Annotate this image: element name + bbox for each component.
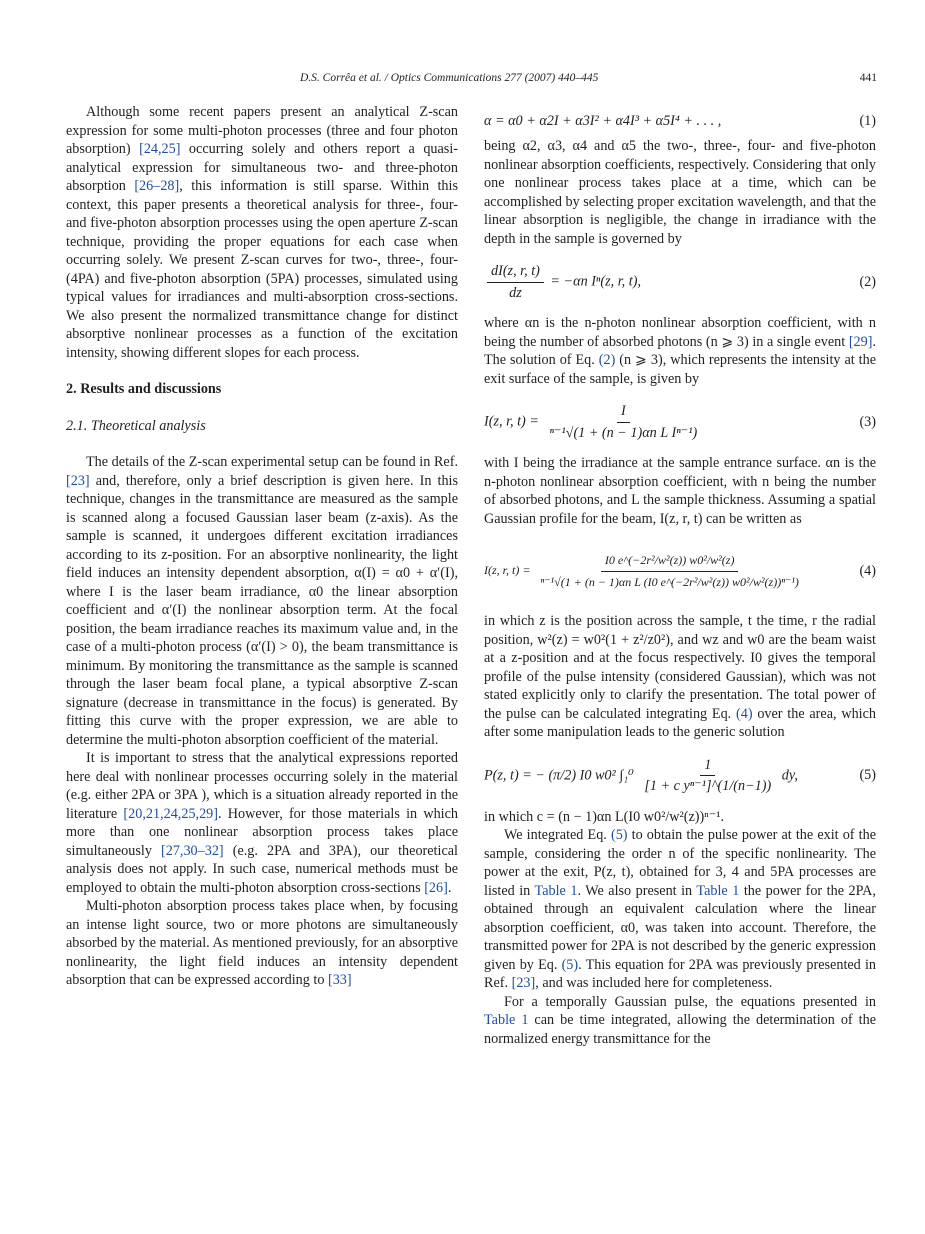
citation-link[interactable]: [24,25] (139, 141, 181, 157)
body-paragraph: We integrated Eq. (5) to obtain the pulse power at the exit of the sample, considering the order n of the specific nonlinearity. The power at the exit, P(z, t), obtained for 3, 4 and 5PA processes are listed in Table 1. We also present in Table 1 the power for the 2PA, obtained through an equivalent calculation where the linear absorption coefficient, α0, was taken into account. Therefore, the transmitted power for 2PA is not described by the generic expression given by Eq. (5). This equation for 2PA was previously presented in Ref. [23], and was included here for completeness. (484, 827, 876, 991)
body-paragraph: where αn is the n-photon nonlinear absorption coefficient, with n being the number of absorbed photons (n ⩾ 3) in a single event [29]. The solution of Eq. (2) (n ⩾ 3), which represents the intensity at the exit surface of the sample, is given by (484, 315, 877, 387)
intro-paragraph: Although some recent papers present an analytical Z-scan expression for some multi-photon processes (three and four photon absorption) [24,25] occurring solely and others report a quasi-analytical expression for simultaneous two- and three-photon absorption [26–28], this information is still sparse. Within this context, this paper presents a theoretical analysis for three-, four- and five-photon absorption processes using the open aperture Z-scan technique, providing the proper equations for each case when occurring solely. We present Z-scan curves for two-, three-, four- (4PA) and five-photon absorption (5PA) processes, simulated using typical values for irradiances and multi-absorption cross-sections. We also present the normalized transmittance change for distinct absorptive nonlinear processes as a function of the excitation intensity, showing different slopes for each process. (66, 104, 458, 361)
body-paragraph: Multi-photon absorption process takes place when, by focusing an intense light source, two or more photons are simultaneously absorbed by the material. As mentioned previously, for an absorptive nonlinearity, the light field induces an intensity dependent absorption that can be expressed according to [33] (66, 898, 458, 988)
equation-number: (4) (859, 562, 876, 579)
citation-link[interactable]: [33] (327, 972, 352, 988)
section-heading: 2. Results and discussions (66, 381, 222, 397)
body-paragraph: The details of the Z-scan experimental setup can be found in Ref. [23] and, therefore, only a brief description is given here. In this technique, changes in the transmittance are measured as the sample is scanned along a focused Gaussian laser beam (z-axis). As the sample is scanned, it undergoes different excitation irradiances according to its z-position. For an absorptive nonlinearity, the light field induces an intensity dependent absorption, α(I) = α0 + α′(I), where I is the laser beam irradiance, α0 the linear absorption coefficient and α′(I) the nonlinear absorption term. At the focal position, the beam irradiance reaches its maximum value and, in the case of a multi-photon process (α′(I) > 0), the beam transmittance is minimum. By monitoring the transmittance as the sample is scanned through the laser beam focal plane, a typical absorptive Z-scan signature (decrease in transmittance in the focus) is generated. By fitting this curve with the proper expression, we are able to determine the multi-photon absorption coefficient of the material. (66, 454, 458, 748)
journal-citation: D.S. Corrêa et al. / Optics Communications 277 (2007) 440–445 (300, 72, 599, 84)
citation-link[interactable]: [23] (511, 975, 536, 991)
table-link[interactable]: Table 1 (534, 882, 578, 899)
equation-number: (2) (859, 273, 876, 290)
body-paragraph: with I being the irradiance at the sample entrance surface. αn is the n-photon nonlinear absorption coefficient, with n being the number of absorbed photons, and L the sample thickness. Assuming a spatial Gaussian profile for the beam, I(z, r, t) can be written as (484, 455, 876, 527)
body-paragraph: in which c = (n − 1)αn L(I0 w0²/w²(z))ⁿ⁻¹. (484, 808, 725, 825)
citation-link[interactable]: [23] (66, 472, 90, 489)
running-header (0, 72, 925, 88)
body-paragraph: in which z is the position across the sample, t the time, r the radial position, w²(z) = w0²(1 + z²/z0²), and wz and w0 are the beam waist at a z-position and at the focus respectively. I0 gives the temporal profile of the pulse intensity (considered Gaussian), which was not stated explicitly only to clarify the presentation. The total power of the pulse can be calculated integrating Eq. (4) over the area, which after some manipulation leads to the generic solution (484, 613, 876, 740)
equation-link[interactable]: (2) (598, 352, 616, 368)
equation-number: (5) (859, 767, 876, 784)
citation-link[interactable]: [26–28] (134, 178, 180, 194)
equation-number: (1) (859, 112, 876, 129)
table-link[interactable]: Table 1 (696, 882, 740, 899)
equation-link[interactable]: (4) (736, 705, 753, 722)
equation-3: I(z, r, t) = $\frac{I}{\text{ⁿ⁻¹√(1 + (n − 1)αn L Iⁿ⁻¹)}}$ (3) (484, 403, 876, 441)
citation-link[interactable]: [27,30–32] (161, 842, 224, 859)
equation-link[interactable]: (5) (561, 956, 579, 973)
equation-4: I(z, r, t) = $\frac{\text{I0 e\textasciicircum{}(−2r²/w²(z)) w0²/w²(z)}}{\text{ⁿ⁻¹√(1 + (n − 1)αn L (I0 e\textasciicircum{}(−2r²/w²(z)) w0²/w²(z))ⁿ⁻¹)}}$ (4) (484, 553, 876, 589)
body-paragraph: For a temporally Gaussian pulse, the equations presented in Table 1 can be time integrated, allowing the determination of the normalized energy transmittance for the (484, 993, 876, 1047)
body-paragraph: It is important to stress that the analytical expressions reported here deal with nonlinear processes occurring solely in the material (e.g. either 2PA or 3PA ), which is a situation already reported in the literature [20,21,24,25,29]. However, for those materials in which more than one nonlinear absorption process takes place simultaneously [27,30–32] (e.g. 2PA and 3PA), our theoretical analysis does not apply. In such case, numerical methods must be employed to obtain the multi-photon absorption cross-sections [26]. (66, 750, 459, 896)
equation-number: (3) (859, 413, 876, 430)
table-link[interactable]: Table 1 (484, 1012, 529, 1028)
citation-link[interactable]: [29] (848, 333, 873, 350)
right-column (484, 103, 876, 1048)
equation-5: P(z, t) = − (π/2) I0 w0² ∫₁⁰ $\frac{1}{\text{[1 + c yⁿ⁻¹]\textasciicircum{}(1/(n−1))}}$ dy, (5) (484, 756, 876, 794)
equation-2: $\frac{dI(z, r, t)}{dz}$ = −αn Iⁿ(z, r, t), (2) (484, 256, 876, 308)
citation-link[interactable]: [26] (424, 879, 448, 896)
citation-link[interactable]: [20,21,24,25,29] (123, 805, 218, 822)
equation-1: α = α0 + α2I + α3I² + α4I³ + α5I⁴ + . . . , (1) (484, 112, 876, 129)
page-number: 441 (859, 72, 877, 84)
left-column (66, 103, 458, 990)
equation-link[interactable]: (5) (610, 827, 628, 843)
subsection-heading: 2.1. Theoretical analysis (66, 417, 206, 434)
body-paragraph: being α2, α3, α4 and α5 the two-, three-, four- and five-photon nonlinear absorption coefficients, respectively. Considering that only one nonlinear process takes place at a time, which can be accomplished by selecting proper excitation wavelength, and that the linear absorption is negligible, the change in irradiance with the depth in the sample is governed by (484, 138, 876, 247)
